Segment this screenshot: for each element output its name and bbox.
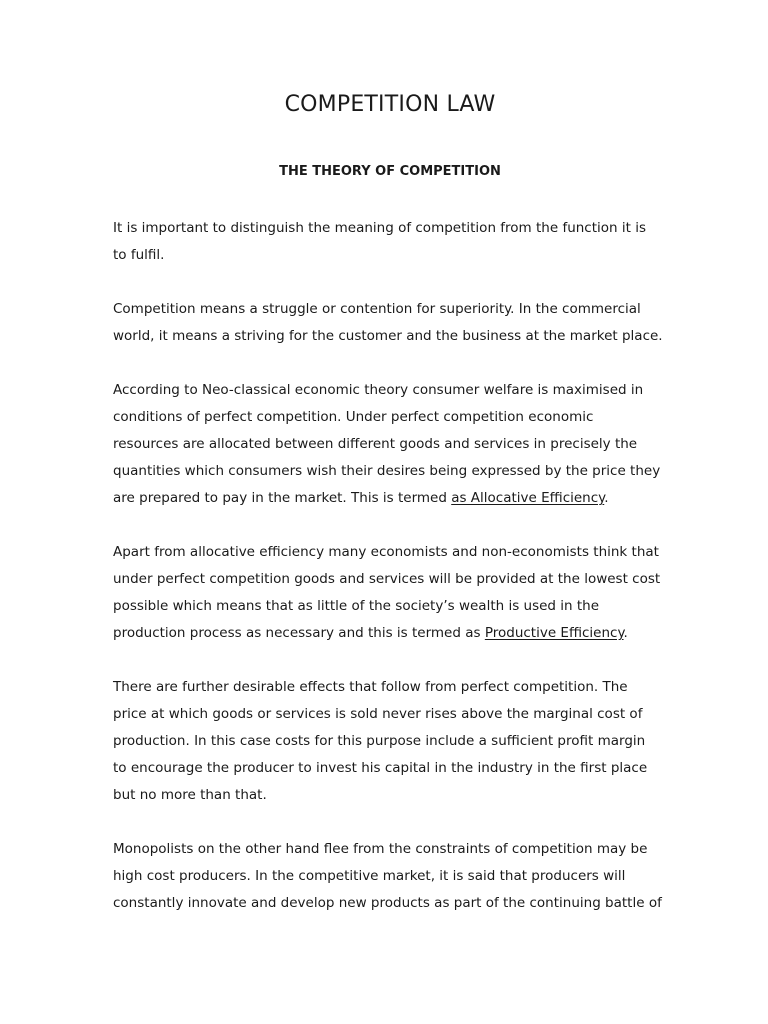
text-line (113, 485, 673, 512)
text-line: possible which means that as little of the society’s wealth is used in the (113, 598, 600, 614)
text-line: quantities which consumers wish their desires being expressed by the price they (113, 463, 661, 479)
text-line: Monopolists on the other hand flee from the constraints of competition may be (113, 841, 648, 857)
paragraph-6 (113, 836, 673, 917)
text-line: price at which goods or services is sold never rises above the marginal cost of (113, 706, 643, 722)
paragraph-2 (113, 296, 673, 350)
paragraph-1 (113, 215, 673, 269)
text-line: It is important to distinguish the meaning of competition from the function it is (113, 220, 646, 236)
paragraph-5 (113, 674, 673, 809)
text-line: high cost producers. In the competitive market, it is said that producers will (113, 868, 626, 884)
text-line: resources are allocated between different goods and services in precisely the (113, 436, 638, 452)
document-title: COMPETITION LAW (284, 92, 496, 117)
text-line: constantly innovate and develop new products as part of the continuing battle of (113, 895, 662, 911)
text-segment: . (604, 490, 609, 506)
text-line: Competition means a struggle or contention for superiority. In the commercial (113, 301, 641, 317)
text-line: There are further desirable effects that follow from perfect competition. The (113, 679, 628, 695)
text-line: to fulfil. (113, 247, 165, 263)
text-line: but no more than that. (113, 787, 267, 803)
text-line: world, it means a striving for the customer and the business at the market place. (113, 328, 663, 344)
paragraph-4 (113, 539, 673, 647)
underlined-term: as Allocative Efficiency (451, 490, 605, 506)
text-segment: production process as necessary and this is termed as (113, 625, 485, 641)
text-segment: . (623, 625, 628, 641)
text-line (113, 620, 673, 647)
document-body (113, 215, 673, 944)
text-line: conditions of perfect competition. Under perfect competition economic (113, 409, 594, 425)
underlined-term: Productive Efficiency (484, 625, 624, 641)
section-heading: THE THEORY OF COMPETITION (279, 164, 501, 179)
text-line: According to Neo-classical economic theory consumer welfare is maximised in (113, 382, 644, 398)
text-segment: are prepared to pay in the market. This is termed (113, 490, 452, 506)
text-line: production. In this case costs for this purpose include a sufficient profit margin (113, 733, 646, 749)
paragraph-3 (113, 377, 673, 512)
text-line: Apart from allocative efficiency many economists and non-economists think that (113, 544, 659, 560)
text-line: under perfect competition goods and services will be provided at the lowest cost (113, 571, 661, 587)
text-line: to encourage the producer to invest his capital in the industry in the first place (113, 760, 648, 776)
